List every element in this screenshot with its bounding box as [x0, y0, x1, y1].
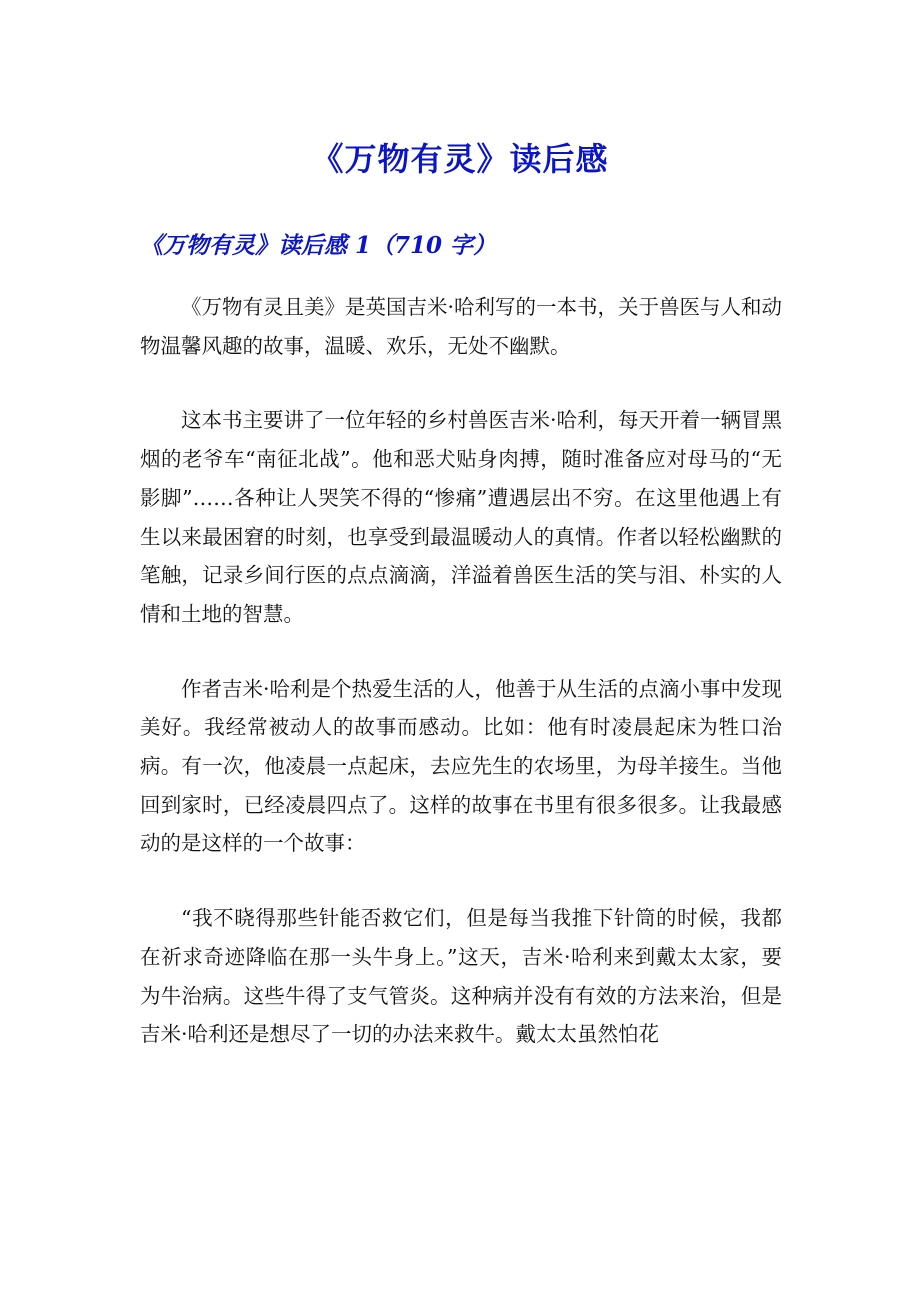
- paragraph-4: “我不晓得那些针能否救它们，但是每当我推下针筒的时候，我都在祈求奇迹降临在那一头牛身上。”这天，吉米·哈利来到戴太太家，要为牛治病。这些牛得了支气管炎。这种病并没有有效的方法来治，但是吉米·哈利还是想尽了一切的办法来救牛。戴太太虽然怕花: [140, 906, 782, 1047]
- section-heading: 《万物有灵》读后感 1（710 字）: [140, 232, 497, 259]
- paragraph-1: 《万物有灵且美》是英国吉米·哈利写的一本书，关于兽医与人和动物温馨风趣的故事，温暖、欢乐，无处不幽默。: [140, 295, 783, 358]
- paragraph-2: 这本书主要讲了一位年轻的乡村兽医吉米·哈利，每天开着一辆冒黑烟的老爷车“南征北战”。他和恶犬贴身肉搏，随时准备应对母马的“无影脚”……各种让人哭笑不得的“惨痛”遭遇层出不穷。在这里他遇上有生以来最困窘的时刻，也享受到最温暖动人的真情。作者以轻松幽默的笔触，记录乡间行医的点点滴滴，洋溢着兽医生活的笑与泪、朴实的人情和土地的智慧。: [140, 408, 783, 626]
- body-text: [140, 288, 782, 1054]
- document-title: 《万物有灵》读后感: [311, 140, 609, 178]
- paragraph-3: 作者吉米·哈利是个热爱生活的人，他善于从生活的点滴小事中发现美好。我经常被动人的故事而感动。比如：他有时凌晨起床为牲口治病。有一次，他凌晨一点起床，去应先生的农场里，为母羊接生。当他回到家时，已经凌晨四点了。这样的故事在书里有很多很多。让我最感动的是这样的一个故事：: [140, 676, 783, 856]
